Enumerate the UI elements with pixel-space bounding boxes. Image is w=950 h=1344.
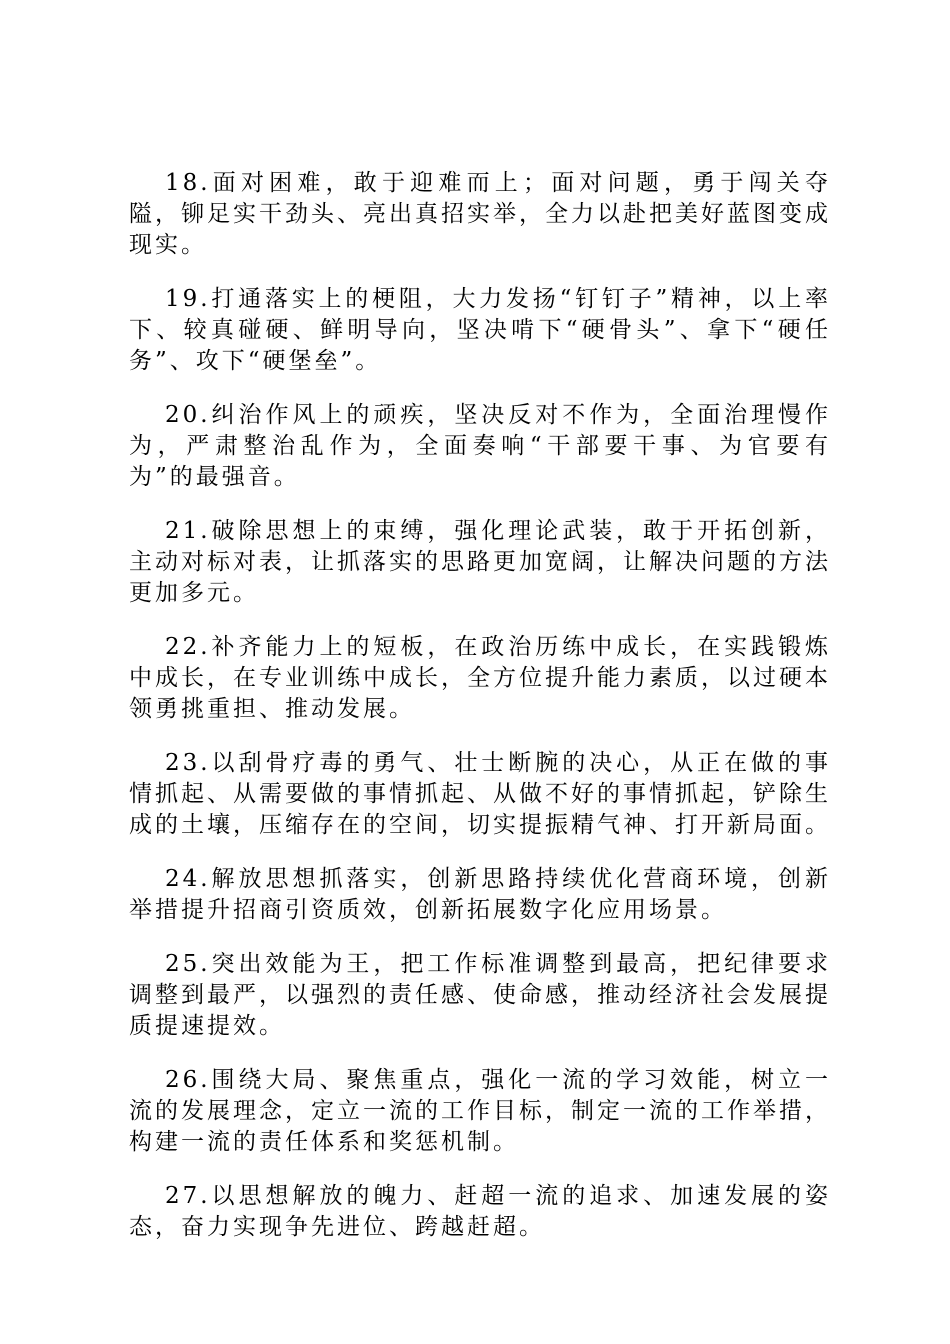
paragraph-23: 23.以刮骨疗毒的勇气、壮士断腕的决心，从正在做的事情抓起、从需要做的事情抓起、从做不好的事情抓起，铲除生成的土壤，压缩存在的空间，切实提振精气神、打开新局面。: [129, 750, 831, 838]
paragraph-21: 21.破除思想上的束缚，强化理论武装，敢于开拓创新，主动对标对表，让抓落实的思路更加宽阔，让解决问题的方法更加多元。: [129, 518, 831, 606]
paragraph-25: 25.突出效能为王，把工作标准调整到最高，把纪律要求调整到最严，以强烈的责任感、使命感，推动经济社会发展提质提速提效。: [129, 951, 831, 1039]
paragraph-26: 26.围绕大局、聚焦重点，强化一流的学习效能，树立一流的发展理念，定立一流的工作目标，制定一流的工作举措，构建一流的责任体系和奖惩机制。: [129, 1067, 831, 1155]
paragraph-19: 19.打通落实上的梗阻，大力发扬“钉钉子”精神，以上率下、较真碰硬、鲜明导向，坚决啃下“硬骨头”、拿下“硬任务”、攻下“硬堡垒”。: [129, 286, 831, 374]
paragraph-27: 27.以思想解放的魄力、赶超一流的追求、加速发展的姿态，奋力实现争先进位、跨越赶超。: [129, 1183, 831, 1240]
paragraph-22: 22.补齐能力上的短板，在政治历练中成长，在实践锻炼中成长，在专业训练中成长，全方位提升能力素质，以过硬本领勇挑重担、推动发展。: [129, 634, 831, 722]
paragraph-20: 20.纠治作风上的顽疾，坚决反对不作为，全面治理慢作为，严肃整治乱作为，全面奏响“干部要干事、为官要有为”的最强音。: [129, 402, 831, 490]
paragraph-24: 24.解放思想抓落实，创新思路持续优化营商环境，创新举措提升招商引资质效，创新拓展数字化应用场景。: [129, 866, 831, 923]
document-body: [129, 168, 831, 1266]
paragraph-18: 18.面对困难，敢于迎难而上；面对问题，勇于闯关夺隘，铆足实干劲头、亮出真招实举，全力以赴把美好蓝图变成现实。: [129, 170, 831, 258]
